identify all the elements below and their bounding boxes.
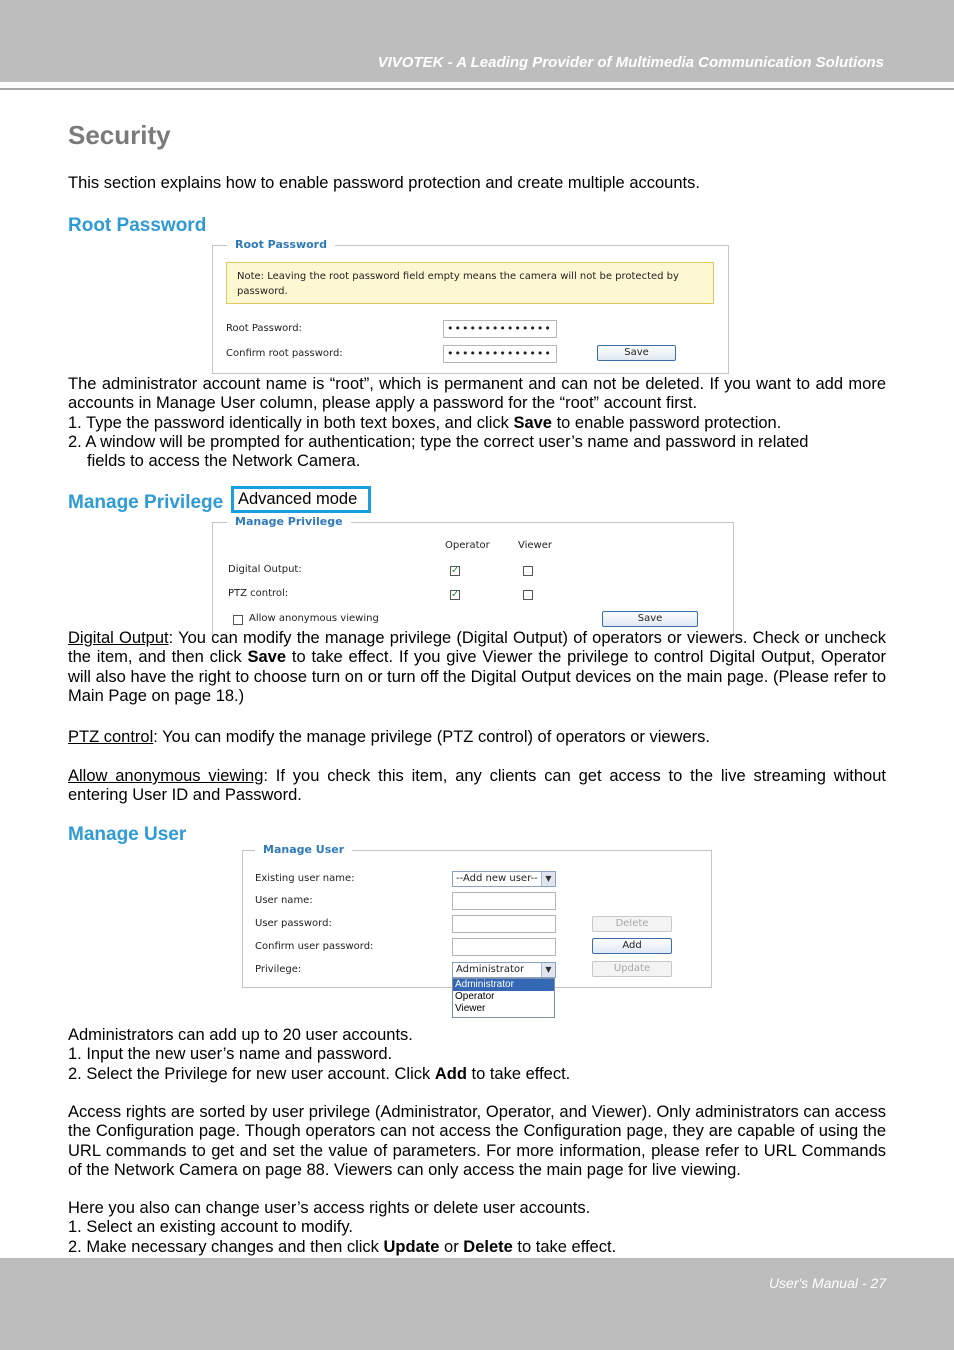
bold: Delete: [463, 1238, 513, 1256]
text: : You can modify the manage privilege (PTZ control) of operators or viewers.: [153, 728, 710, 746]
text: or: [439, 1238, 464, 1256]
digital-output-description: [68, 629, 886, 706]
manage-user-step-3: 1. Select an existing account to modify.: [68, 1218, 353, 1236]
root-password-save-button[interactable]: Save: [597, 345, 676, 361]
existing-user-select[interactable]: [452, 871, 556, 887]
root-password-note: Note: Leaving the root password field empty means the camera will not be protected by password.: [226, 262, 714, 304]
text: to take effect. If you give Viewer the privilege to control Digital Output, Operator will also have the right to choose turn on or turn off the Digital Output devices on the main page. (Please refer to Main Page on page 18.): [68, 648, 886, 705]
manage-user-p1: Administrators can add up to 20 user accounts.: [68, 1026, 413, 1044]
manage-privilege-panel: [212, 515, 734, 635]
text: : If you check this item, any clients can get access to the live streaming without entering User ID and Password.: [68, 767, 886, 805]
root-password-heading: Root Password: [68, 215, 207, 236]
add-button[interactable]: Add: [592, 938, 672, 954]
viewer-column-header: Viewer: [518, 540, 552, 551]
manage-user-step-2: [68, 1065, 886, 1084]
manage-user-legend: Manage User: [255, 843, 352, 856]
select-value: --Add new user--: [456, 873, 538, 884]
root-password-legend: Root Password: [227, 238, 335, 251]
root-password-step-2: 2. A window will be prompted for authentication; type the correct user’s name and password in related: [68, 433, 809, 451]
bold: Update: [383, 1238, 440, 1256]
intro-text: This section explains how to enable password protection and create multiple accounts.: [68, 174, 700, 192]
manage-user-step-1: 1. Input the new user’s name and password.: [68, 1045, 393, 1063]
manage-user-p3: Here you also can change user’s access rights or delete user accounts.: [68, 1199, 591, 1217]
privilege-label: Privilege:: [255, 964, 302, 975]
text: 2. Select the Privilege for new user account. Click: [68, 1065, 435, 1083]
digital-output-operator-checkbox[interactable]: ✓: [451, 565, 460, 576]
privilege-select[interactable]: [452, 962, 556, 978]
anonymous-viewing-description: [68, 767, 886, 806]
user-name-label: User name:: [255, 895, 313, 906]
manage-privilege-legend: Manage Privilege: [227, 515, 351, 528]
privilege-option[interactable]: Viewer: [455, 1003, 486, 1014]
page-title: Security: [68, 120, 171, 150]
advanced-mode-button[interactable]: Advanced mode: [231, 486, 371, 513]
select-value: Administrator: [456, 964, 525, 975]
ptz-control-label: PTZ control:: [228, 588, 289, 599]
user-password-input[interactable]: [452, 915, 556, 933]
ptz-viewer-checkbox[interactable]: [523, 590, 533, 600]
user-password-label: User password:: [255, 918, 332, 929]
digital-output-label: Digital Output:: [228, 564, 302, 575]
confirm-user-password-label: Confirm user password:: [255, 941, 374, 952]
step-text: to enable password protection.: [552, 414, 782, 432]
manage-privilege-save-button[interactable]: Save: [602, 611, 698, 627]
chevron-down-icon: ▼: [541, 872, 555, 886]
root-password-description: The administrator account name is “root”, which is permanent and can not be deleted. If you want to add more accounts in Manage User column, please apply a password for the “root” account first.: [68, 375, 886, 413]
root-password-step-2-cont: fields to access the Network Camera.: [87, 452, 361, 470]
privilege-dropdown-list: [452, 978, 555, 1018]
term: Allow anonymous viewing: [68, 767, 264, 785]
existing-user-label: Existing user name:: [255, 873, 355, 884]
confirm-root-password-label: Confirm root password:: [226, 348, 343, 359]
confirm-user-password-input[interactable]: [452, 938, 556, 956]
update-button[interactable]: Update: [592, 961, 672, 977]
delete-button[interactable]: Delete: [592, 916, 672, 932]
anonymous-viewing-label: Allow anonymous viewing: [249, 613, 379, 624]
root-password-label: Root Password:: [226, 323, 302, 334]
step-bold: Save: [513, 414, 552, 432]
ptz-control-description: [68, 728, 886, 747]
page-header: [0, 0, 954, 82]
root-password-panel: [212, 238, 729, 374]
manage-user-panel: [242, 843, 712, 988]
root-password-step-1: [68, 414, 886, 433]
digital-output-viewer-checkbox[interactable]: [523, 566, 533, 576]
manage-user-heading: Manage User: [68, 824, 187, 845]
text: to take effect.: [466, 1065, 571, 1083]
step-text: 1. Type the password identically in both text boxes, and click: [68, 414, 514, 432]
privilege-option[interactable]: Operator: [455, 991, 495, 1002]
page-footer: [0, 1258, 954, 1350]
ptz-operator-checkbox[interactable]: ✓: [451, 589, 460, 600]
anonymous-viewing-checkbox[interactable]: [233, 615, 243, 625]
privilege-option[interactable]: Administrator: [453, 979, 554, 991]
footer-text: User's Manual - 27: [768, 1275, 886, 1291]
text: 2. Make necessary changes and then click: [68, 1238, 384, 1256]
chevron-down-icon: ▼: [541, 963, 555, 977]
operator-column-header: Operator: [445, 540, 490, 551]
header-divider: [0, 88, 954, 90]
text: : You can modify the manage privilege (Digital Output) of operators or viewers. Check or uncheck the item, and then click: [68, 629, 886, 667]
user-name-input[interactable]: [452, 892, 556, 910]
confirm-root-password-input[interactable]: ••••••••••••••: [443, 345, 557, 363]
text: to take effect.: [512, 1238, 617, 1256]
bold: Add: [434, 1065, 467, 1083]
header-text: VIVOTEK - A Leading Provider of Multimedia Communication Solutions: [377, 54, 884, 71]
manage-user-step-4: [68, 1238, 886, 1257]
term: PTZ control: [68, 728, 154, 746]
root-password-input[interactable]: ••••••••••••••: [443, 320, 557, 338]
manage-privilege-heading: Manage Privilege: [68, 492, 224, 513]
bold: Save: [247, 648, 287, 667]
term: Digital Output: [68, 629, 169, 647]
access-rights-description: Access rights are sorted by user privilege (Administrator, Operator, and Viewer). Only administrators can access the Configuration page. Though operators can not access the Configuration page, they are capable of using the URL commands to get and set the value of parameters. For more information, please refer to URL Commands of the Network Camera on page 88. Viewers can only access the main page for live viewing.: [68, 1103, 886, 1179]
